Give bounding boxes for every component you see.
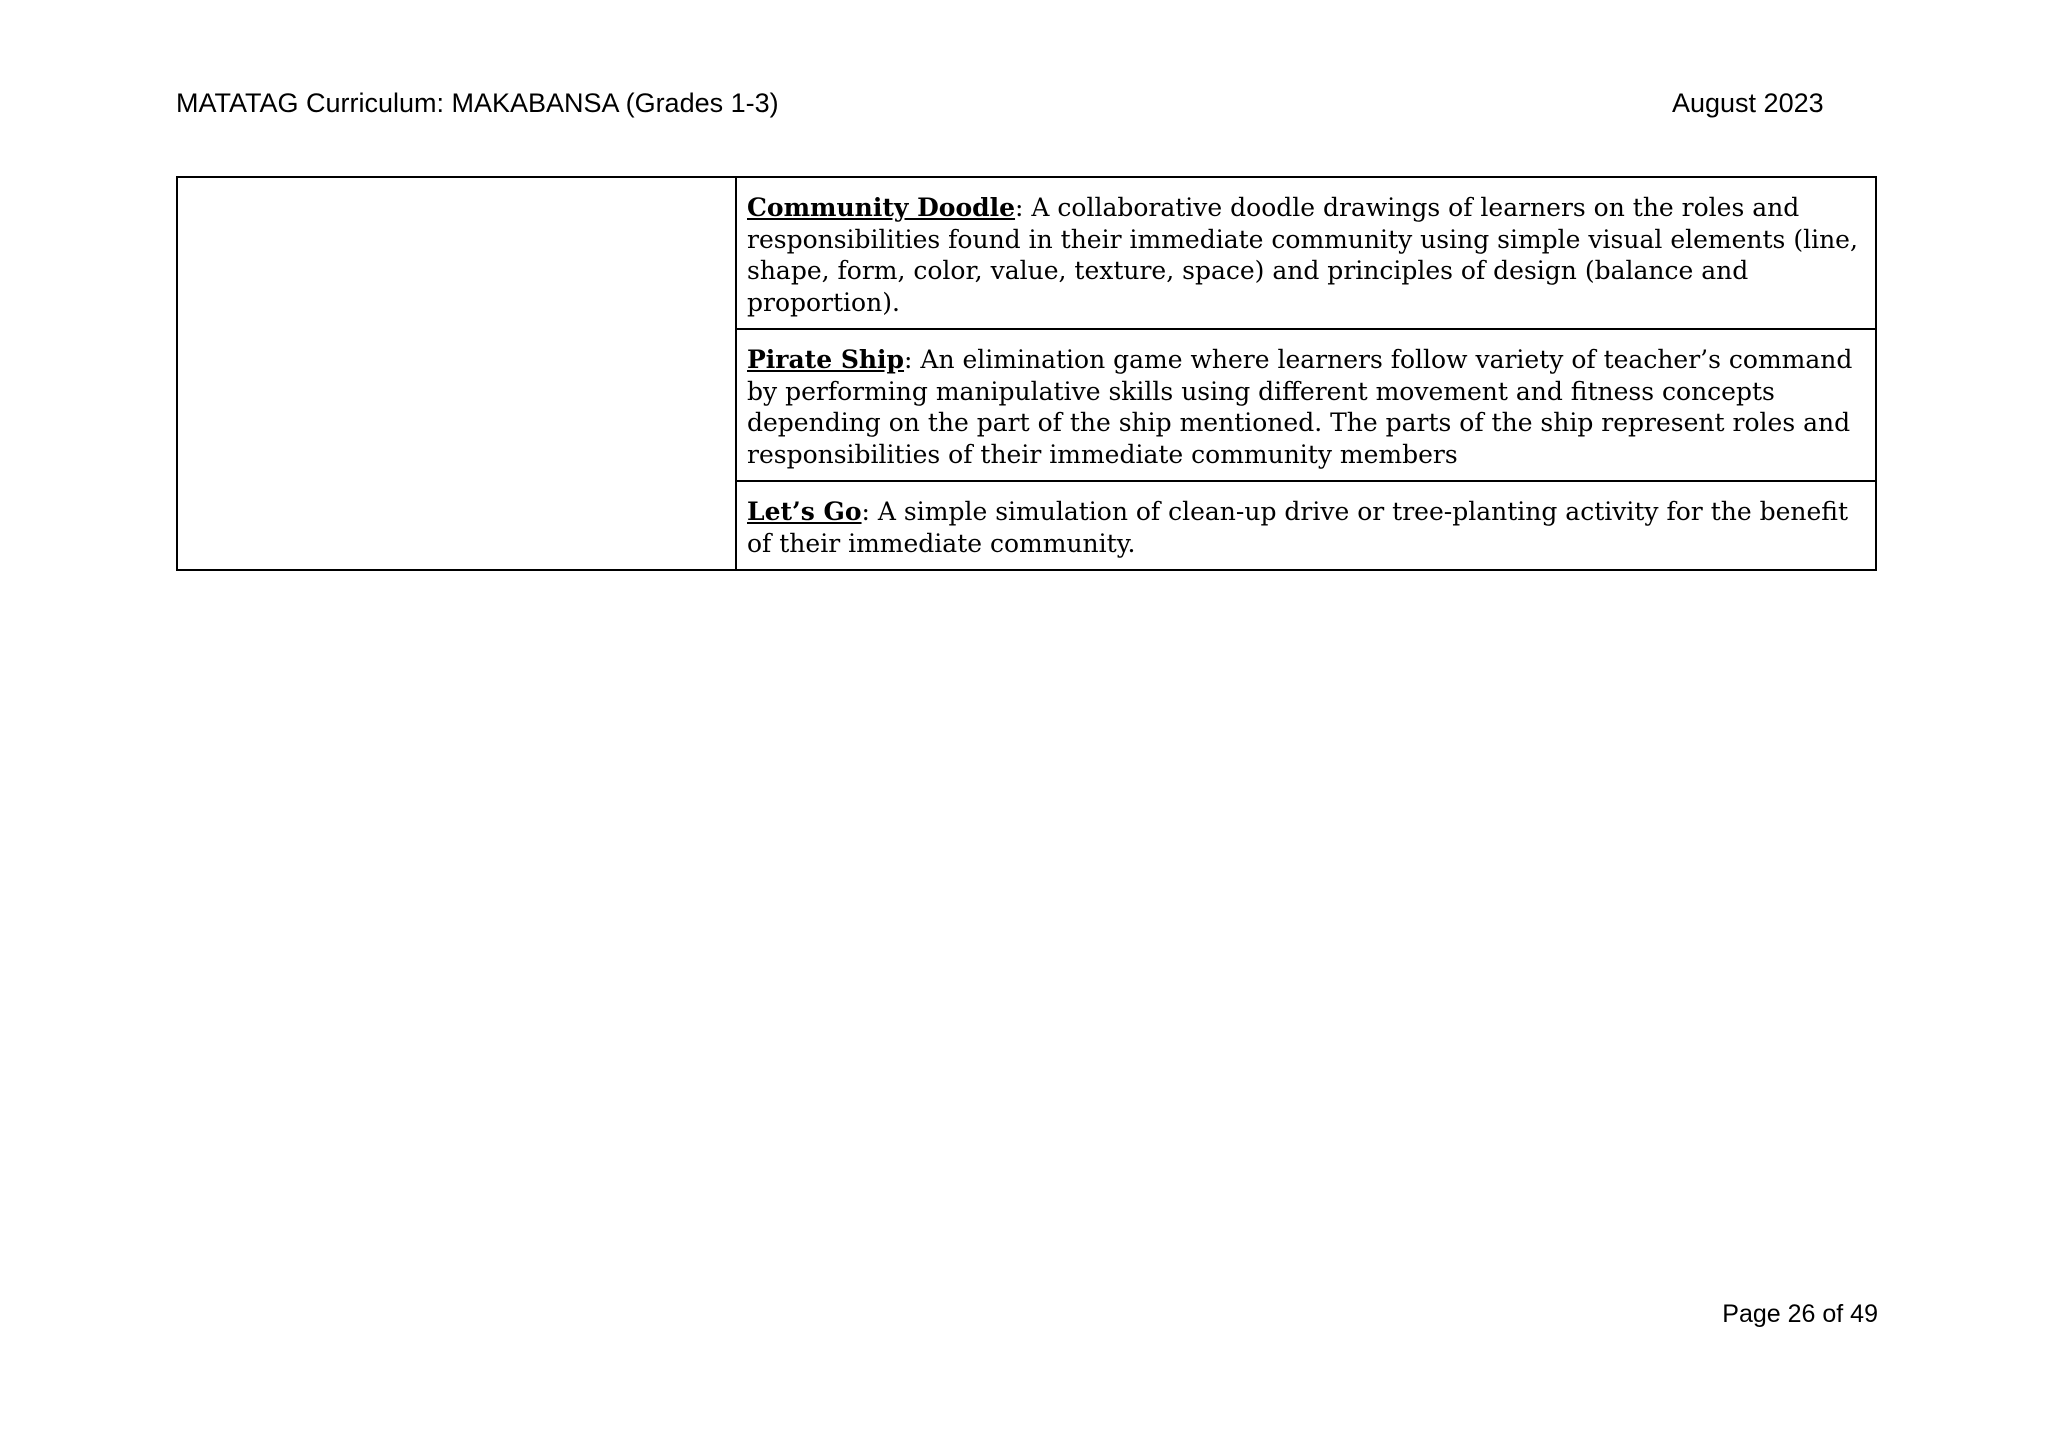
page-number: Page 26 of 49 [1722, 1300, 1878, 1328]
activity-description: : A simple simulation of clean-up drive or tree-planting activity for the benefit of their immediate community. [747, 497, 1848, 558]
activity-term: Community Doodle [747, 193, 1016, 222]
table-row [177, 177, 1876, 329]
document-date: August 2023 [1672, 88, 1824, 118]
table-left-cell [177, 177, 736, 570]
activity-term: Let’s Go [747, 497, 862, 526]
activity-description: : A collaborative doodle drawings of learners on the roles and responsibilities found in their immediate community using simple visual elements (line, shape, form, color, value, texture, space) and principles of design (balance and proportion). [747, 193, 1858, 317]
activities-table [176, 176, 1877, 571]
activity-cell-pirate-ship [736, 329, 1876, 481]
activity-term: Pirate Ship [747, 345, 905, 374]
activity-cell-lets-go [736, 481, 1876, 570]
activity-cell-community-doodle [736, 177, 1876, 329]
document-title: MATATAG Curriculum: MAKABANSA (Grades 1-3) [176, 88, 779, 118]
activity-description: : An elimination game where learners follow variety of teacher’s command by performing manipulative skills using different movement and fitness concepts depending on the part of the ship mentioned. The parts of the ship represent roles and responsibilities of their immediate community members [747, 345, 1853, 469]
